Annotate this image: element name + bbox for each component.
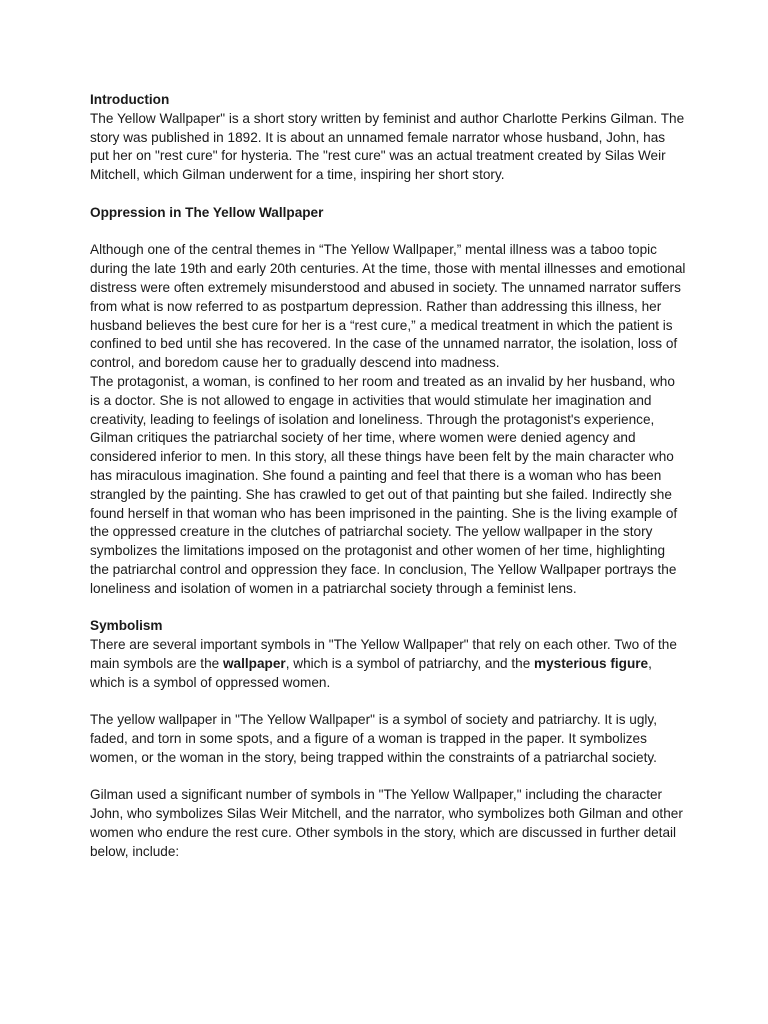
document-page xyxy=(90,91,686,862)
mysterious-figure-bold-term: mysterious figure xyxy=(534,655,649,671)
spacer xyxy=(90,185,686,204)
symbolism-paragraph-2: The yellow wallpaper in "The Yellow Wallpaper" is a symbol of society and patriarchy. It is ugly, faded, and torn in some spots, and a figure of a woman is trapped in the paper. It symbolizes women, or the woman in the story, being trapped within the constraints of a patriarchal society. xyxy=(90,712,657,765)
wallpaper-bold-term: wallpaper xyxy=(222,655,286,671)
introduction-paragraph: The Yellow Wallpaper" is a short story written by feminist and author Charlotte Perkins Gilman. The story was published in 1892. It is about an unnamed female narrator whose husband, John, has put her on "rest cure" for hysteria. The "rest cure" was an actual treatment created by Silas Weir Mitchell, which Gilman underwent for a time, inspiring her short story. xyxy=(90,110,685,183)
symbolism-paragraph-3: Gilman used a significant number of symbols in "The Yellow Wallpaper," including the character John, who symbolizes Silas Weir Mitchell, and the narrator, who symbolizes both Gilman and other women who endure the rest cure. Other symbols in the story, which are discussed in further detail below, include: xyxy=(90,787,683,859)
spacer xyxy=(90,768,686,787)
symbolism-heading: Symbolism xyxy=(90,618,163,634)
introduction-heading: Introduction xyxy=(90,92,170,107)
oppression-paragraph-1: Although one of the central themes in “The Yellow Wallpaper,” mental illness was a taboo topic during the late 19th and early 20th centuries. At the time, those with mental illnesses and emotional distress were often extremely misunderstood and abused in society. The unnamed narrator suffers from what is now referred to as postpartum depression. Rather than addressing this illness, her husband believes the best cure for her is a “rest cure,” a medical treatment in which the patient is confined to bed until she has recovered. In the case of the unnamed narrator, the isolation, loss of control, and boredom cause her to gradually descend into madness. xyxy=(90,242,686,371)
spacer xyxy=(90,693,686,712)
spacer xyxy=(90,223,686,242)
oppression-heading: Oppression in The Yellow Wallpaper xyxy=(90,204,324,220)
symbolism-text-before: There are several important symbols in "The Yellow Wallpaper" that rely on each other. Two of the main symbols are the xyxy=(90,637,677,671)
oppression-paragraph-2: The protagonist, a woman, is confined to her room and treated as an invalid by her husband, who is a doctor. She is not allowed to engage in activities that would stimulate her imagination and creativity, leading to feelings of isolation and loneliness. Through the protagonist's experience, Gilman critiques the patriarchal society of her time, where women were denied agency and considered inferior to men. In this story, all these things have been felt by the main character who has miraculous imagination. She found a painting and feel that there is a woman who has been strangled by the painting. She has crawled to get out of that painting but she failed. Indirectly she found herself in that woman who has been imprisoned in the painting. She is the living example of the oppressed creature in the clutches of patriarchal society. The yellow wallpaper in the story symbolizes the limitations imposed on the protagonist and other women of her time, highlighting the patriarchal control and oppression they face. In conclusion, The Yellow Wallpaper portrays the loneliness and isolation of women in a patriarchal society through a feminist lens. xyxy=(90,373,678,596)
symbolism-paragraph-1 xyxy=(90,636,686,692)
symbolism-text-after: , which is a symbol of oppressed women. xyxy=(90,655,652,690)
symbolism-text-middle: , which is a symbol of patriarchy, and the xyxy=(285,655,535,671)
spacer xyxy=(90,599,686,618)
